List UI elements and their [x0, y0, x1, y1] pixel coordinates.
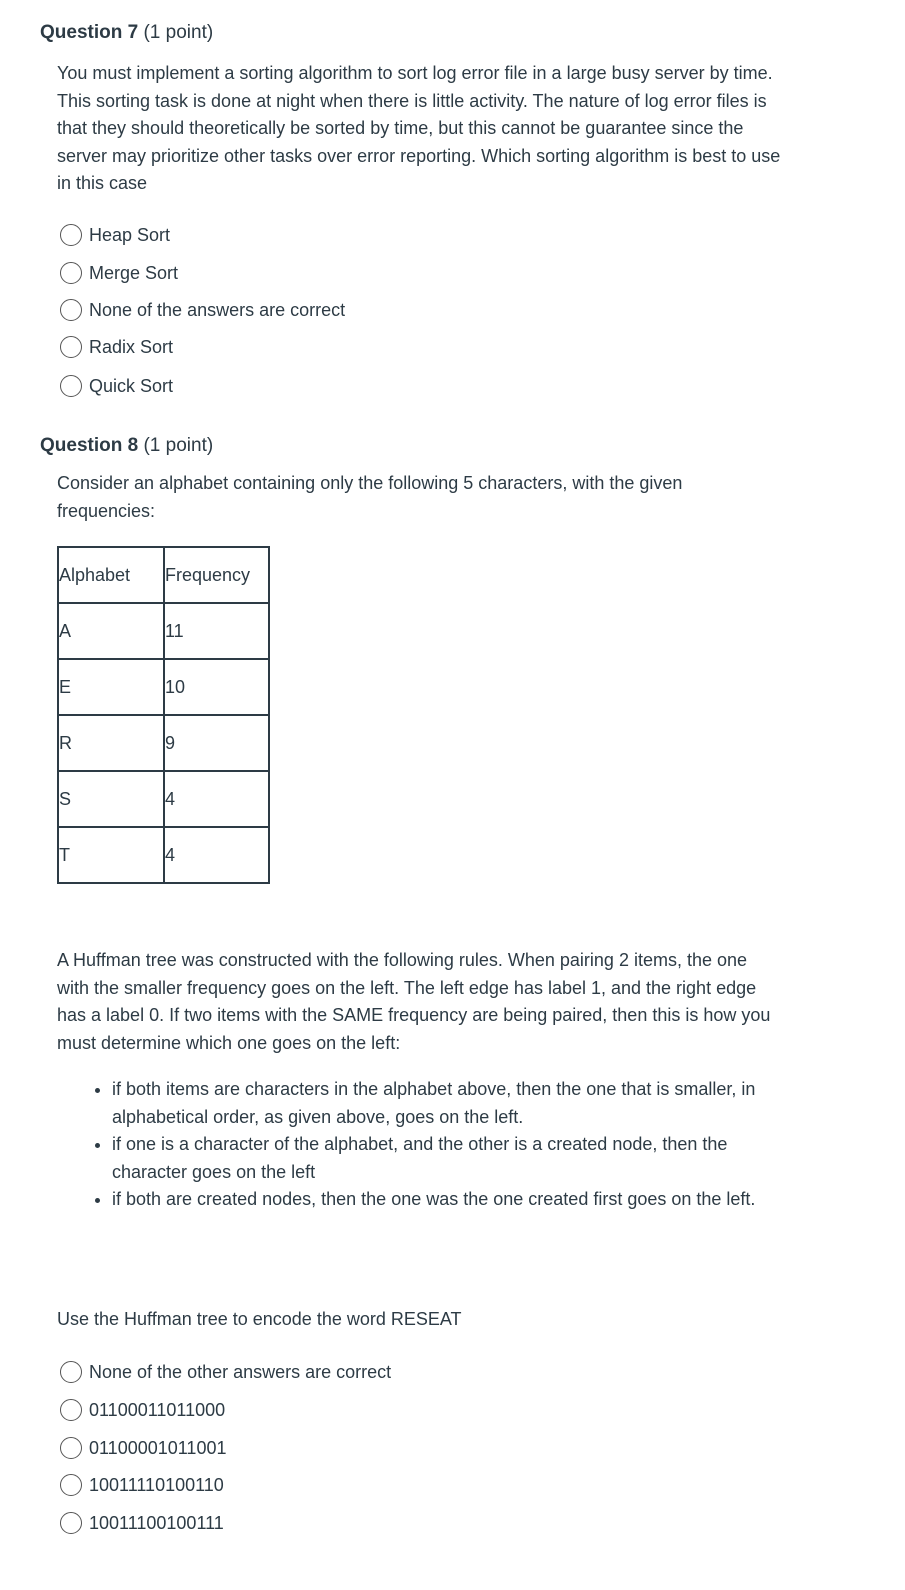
q7-option-merge-sort[interactable]: [60, 260, 178, 286]
q8-option-2[interactable]: [60, 1435, 226, 1461]
radio-button[interactable]: [60, 1361, 82, 1383]
radio-button[interactable]: [60, 1512, 82, 1534]
question-7-text: You must implement a sorting algorithm to sort log error file in a large busy server by time. This sorting task is done at night when there is little activity. The nature of log error files is that they should theoretically be sorted by time, but this cannot be guarantee since the server may prioritize other tasks over error reporting. Which sorting algorithm is best to use in this case: [57, 63, 781, 193]
radio-button[interactable]: [60, 375, 82, 397]
list-item: • if one is a character of the alphabet, and the other is a created node, then the character goes on the left: [112, 1131, 792, 1186]
list-item: • if both are created nodes, then the one was the one created first goes on the left.: [112, 1186, 792, 1214]
question-8-intro: Consider an alphabet containing only the following 5 characters, with the given frequencies:: [57, 473, 683, 521]
table-header: Frequency: [164, 547, 269, 603]
question-7-points: (1 point): [143, 22, 214, 43]
table-row: [58, 715, 269, 771]
q7-option-none-correct[interactable]: [60, 297, 345, 323]
option-label: 10011110100110: [89, 1474, 224, 1495]
q8-option-3[interactable]: [60, 1472, 224, 1498]
huffman-rules-list: [92, 1076, 792, 1214]
table-cell: S: [58, 771, 164, 827]
frequency-table: [57, 546, 270, 884]
option-label: None of the other answers are correct: [89, 1361, 392, 1382]
option-label: Heap Sort: [89, 224, 171, 245]
question-8-title: Question 8: [40, 435, 139, 456]
huffman-rules-intro: A Huffman tree was constructed with the following rules. When pairing 2 items, the one with the smaller frequency goes on the left. The left edge has label 1, and the right edge has a label 0. If two items with the SAME frequency are being paired, then this is how you must determine which one goes on the left:: [57, 950, 771, 1053]
radio-button[interactable]: [60, 262, 82, 284]
table-cell: R: [58, 715, 164, 771]
table-cell: 4: [164, 771, 269, 827]
q7-option-quick-sort[interactable]: [60, 373, 173, 399]
question-7-header: [40, 22, 213, 44]
radio-button[interactable]: [60, 1474, 82, 1496]
q7-option-radix-sort[interactable]: [60, 334, 173, 360]
radio-button[interactable]: [60, 299, 82, 321]
table-row: [58, 771, 269, 827]
table-header-row: [58, 547, 269, 603]
table-cell: A: [58, 603, 164, 659]
table-cell: 4: [164, 827, 269, 883]
table-cell: 10: [164, 659, 269, 715]
question-8-header: [40, 435, 213, 457]
question-7-title: Question 7: [40, 22, 139, 43]
q7-option-heap-sort[interactable]: [60, 222, 170, 248]
option-label: 10011100100111: [89, 1512, 224, 1533]
table-row: [58, 603, 269, 659]
radio-button[interactable]: [60, 336, 82, 358]
radio-button[interactable]: [60, 224, 82, 246]
q8-option-4[interactable]: [60, 1510, 224, 1536]
table-row: [58, 827, 269, 883]
radio-button[interactable]: [60, 1399, 82, 1421]
q8-option-1[interactable]: [60, 1397, 225, 1423]
table-cell: E: [58, 659, 164, 715]
table-row: [58, 659, 269, 715]
list-item: • if both items are characters in the alphabet above, then the one that is smaller, in alphabetical order, as given above, goes on the left.: [112, 1076, 792, 1131]
option-label: Quick Sort: [89, 375, 174, 396]
option-label: 01100001011001: [89, 1437, 227, 1458]
option-label: 01100011011000: [89, 1399, 226, 1420]
table-cell: 9: [164, 715, 269, 771]
radio-button[interactable]: [60, 1437, 82, 1459]
option-label: Radix Sort: [89, 336, 174, 357]
question-8-points: (1 point): [143, 435, 214, 456]
table-cell: T: [58, 827, 164, 883]
option-label: None of the answers are correct: [89, 299, 346, 320]
table-header: Alphabet: [58, 547, 164, 603]
table-cell: 11: [164, 603, 269, 659]
question-8-prompt: Use the Huffman tree to encode the word RESEAT: [57, 1309, 462, 1329]
option-label: Merge Sort: [89, 262, 179, 283]
q8-option-none-correct[interactable]: [60, 1359, 391, 1385]
